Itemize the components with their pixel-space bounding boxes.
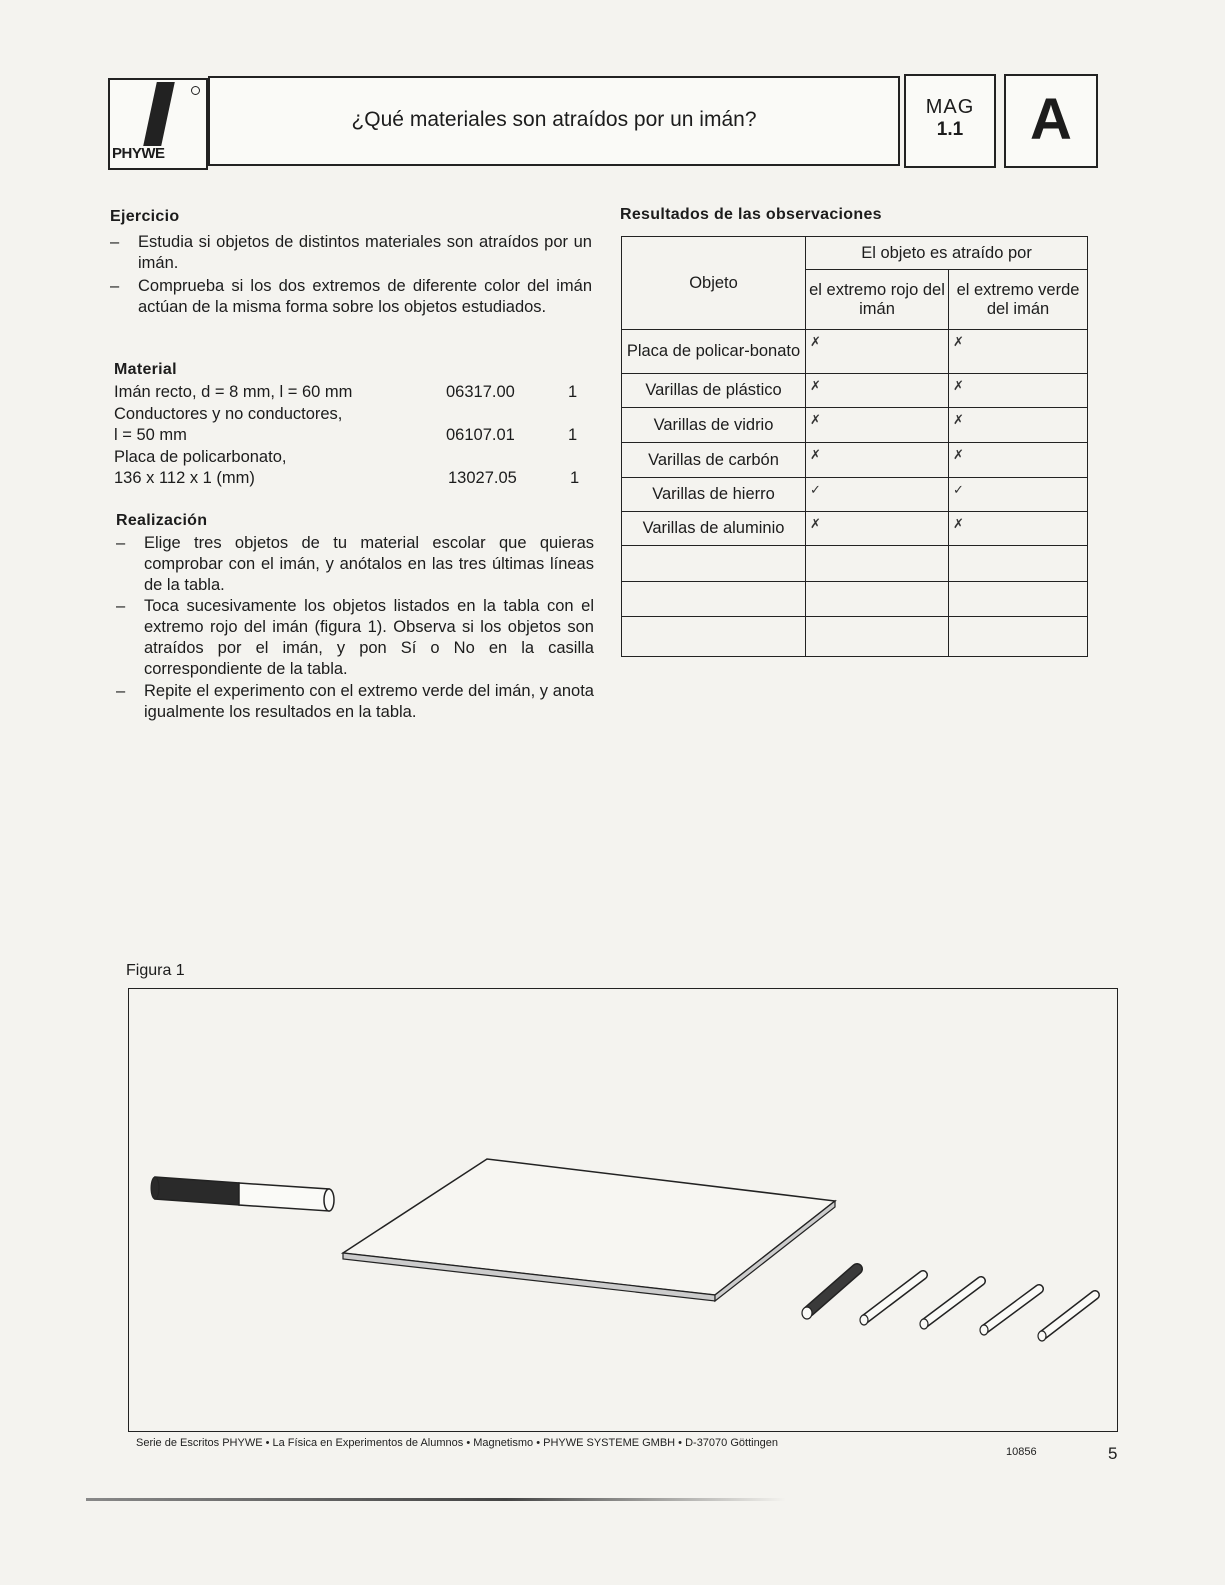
topic-number: 1.1 bbox=[936, 119, 964, 140]
col-header-object: Objeto bbox=[622, 237, 806, 330]
table-row: Varillas de plástico ✗ ✗ bbox=[622, 374, 1088, 408]
table-row: Varillas de hierro ✓ ✓ bbox=[622, 478, 1088, 512]
scan-edge-shadow bbox=[86, 1498, 786, 1501]
results-heading: Resultados de las observaciones bbox=[620, 206, 882, 223]
realizacion-heading: Realización bbox=[116, 512, 208, 529]
handwritten-mark: ✓ bbox=[810, 482, 821, 497]
bar-magnet-icon bbox=[151, 1177, 334, 1211]
phywe-logo bbox=[108, 78, 208, 170]
table-row bbox=[622, 582, 1088, 617]
results-table bbox=[621, 236, 1088, 657]
title-box bbox=[208, 76, 900, 166]
handwritten-mark: ✗ bbox=[810, 447, 821, 462]
realizacion-item: – Toca sucesivamente los objetos listados en la tabla con el extremo rojo del imán (figura 1). Observa si los objetos son atraídos por el imán, y pon Sí o No en la casilla correspondiente de la tabla. bbox=[116, 597, 594, 678]
realizacion-item: – Elige tres objetos de tu material escolar que quieras comprobar con el imán, y anótalos en las tres últimas líneas de la tabla. bbox=[116, 534, 594, 594]
material-row: Placa de policarbonato, 136 x 112 x 1 (mm) 13027.05 1 bbox=[114, 448, 580, 487]
table-row: Placa de policar-bonato ✗ ✗ bbox=[622, 330, 1088, 374]
polycarbonate-plate-icon bbox=[343, 1159, 835, 1301]
handwritten-mark: ✗ bbox=[810, 516, 821, 531]
handwritten-mark: ✗ bbox=[810, 334, 821, 349]
table-row: Varillas de aluminio ✗ ✗ bbox=[622, 512, 1088, 546]
ejercicio-item: – Estudia si objetos de distintos materiales son atraídos por un imán. bbox=[110, 233, 592, 272]
handwritten-mark: ✗ bbox=[810, 412, 821, 427]
table-row bbox=[622, 546, 1088, 582]
topic-code-box bbox=[904, 74, 996, 168]
realizacion-item: – Repite el experimento con el extremo verde del imán, y anota igualmente los resultados en la tabla. bbox=[116, 682, 594, 721]
handwritten-mark: ✗ bbox=[953, 447, 964, 462]
col-header-red: el extremo rojo del imán bbox=[806, 270, 949, 330]
material-row: Imán recto, d = 8 mm, l = 60 mm 06317.00 1 bbox=[114, 383, 578, 401]
level-box bbox=[1004, 74, 1098, 168]
iron-rod-icon bbox=[980, 1289, 1039, 1335]
figure-frame bbox=[128, 988, 1118, 1432]
handwritten-mark: ✓ bbox=[953, 482, 964, 497]
ejercicio-item: – Comprueba si los dos extremos de diferente color del imán actúan de la misma forma sobre los objetos estudiados. bbox=[110, 277, 592, 316]
footer-doc-number: 10856 bbox=[1006, 1446, 1037, 1458]
aluminium-rod-icon bbox=[1038, 1295, 1095, 1341]
logo-dot-icon bbox=[191, 86, 200, 95]
handwritten-mark: ✗ bbox=[810, 378, 821, 393]
col-header-green: el extremo verde del imán bbox=[949, 270, 1088, 330]
table-row: Varillas de carbón ✗ ✗ bbox=[622, 443, 1088, 478]
table-row bbox=[622, 617, 1088, 657]
figure-label: Figura 1 bbox=[126, 962, 185, 979]
col-header-attracted: El objeto es atraído por bbox=[806, 237, 1088, 270]
plastic-rod-icon bbox=[860, 1275, 923, 1325]
page-number: 5 bbox=[1108, 1444, 1118, 1463]
material-heading: Material bbox=[114, 361, 177, 378]
handwritten-mark: ✗ bbox=[953, 378, 964, 393]
footer-series: Serie de Escritos PHYWE • La Física en Experimentos de Alumnos • Magnetismo • PHYWE SYSTEME GMBH • D-37070 Göttingen bbox=[136, 1437, 779, 1449]
carbon-rod-icon bbox=[802, 1269, 857, 1319]
material-row: Conductores y no conductores, l = 50 mm 06107.01 1 bbox=[114, 405, 578, 444]
level-letter: A bbox=[1030, 87, 1072, 152]
figure-illustration bbox=[129, 989, 1117, 1431]
logo-slash-icon bbox=[143, 82, 175, 146]
table-row: Varillas de vidrio ✗ ✗ bbox=[622, 408, 1088, 443]
ejercicio-heading: Ejercicio bbox=[110, 208, 180, 225]
handwritten-mark: ✗ bbox=[953, 516, 964, 531]
topic-code: MAG bbox=[925, 96, 975, 118]
handwritten-mark: ✗ bbox=[953, 334, 964, 349]
handwritten-mark: ✗ bbox=[953, 412, 964, 427]
glass-rod-icon bbox=[920, 1281, 981, 1329]
logo-text: PHYWE bbox=[112, 145, 165, 162]
page-title: ¿Qué materiales son atraídos por un imán? bbox=[351, 108, 757, 131]
